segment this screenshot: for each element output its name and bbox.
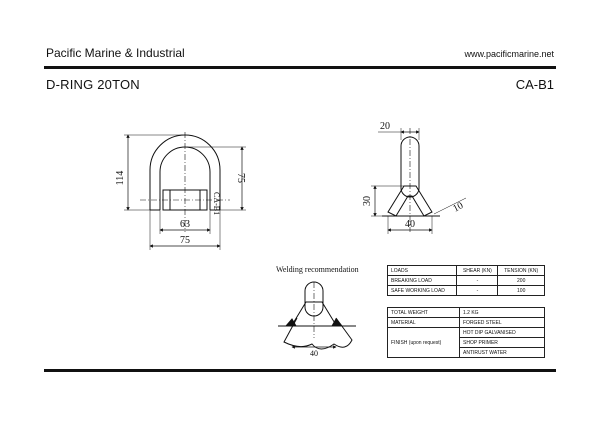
company-name: Pacific Marine & Industrial [46,46,185,60]
finish-option: ANTIRUST WATER [460,348,545,358]
load-label: SAFE WORKING LOAD [388,286,457,296]
shear-header: SHEAR (KN) [457,266,498,276]
weight-label: TOTAL WEIGHT [388,308,460,318]
material-value: FORGED STEEL [460,318,545,328]
finish-label: FINISH (upon request) [388,328,460,358]
weld-title: Welding recommendation [276,265,359,274]
weight-value: 1.2 KG [460,308,545,318]
shear-value: - [457,276,498,286]
load-label: BREAKING LOAD [388,276,457,286]
shear-value: - [457,286,498,296]
table-row [388,276,545,286]
finish-option: HOT DIP GALVANISED [460,328,545,338]
dim-front-inner-width: 63 [180,219,190,230]
loads-header: LOADS [388,266,457,276]
table-row [388,308,545,318]
loads-table [387,265,545,296]
dim-side-angle: 10 [451,200,466,215]
dim-front-height: 114 [115,170,126,186]
tension-value: 200 [498,276,545,286]
dim-front-outer-width: 75 [180,235,190,246]
dim-side-base-width: 40 [405,219,415,230]
front-view-drawing [124,132,246,250]
properties-table [387,307,545,358]
dim-side-top-width: 20 [380,121,390,132]
table-row [388,328,545,338]
table-row [388,266,545,276]
product-code: CA-B1 [515,77,554,92]
footer-rule [44,369,556,372]
table-row [388,318,545,328]
table-row [388,286,545,296]
dim-weld-width: 40 [310,349,318,358]
dim-front-inner-height: 75 [235,173,246,183]
material-label: MATERIAL [388,318,460,328]
front-view-part-label: CA-B1 [212,192,221,216]
weld-detail-drawing [278,282,356,349]
website-url[interactable]: www.pacificmarine.net [464,49,554,59]
tension-header: TENSION (KN) [498,266,545,276]
tension-value: 100 [498,286,545,296]
finish-option: SHOP PRIMER [460,338,545,348]
product-title: D-RING 20TON [46,77,140,92]
dim-side-height: 30 [362,196,373,206]
side-view-drawing [371,128,466,234]
